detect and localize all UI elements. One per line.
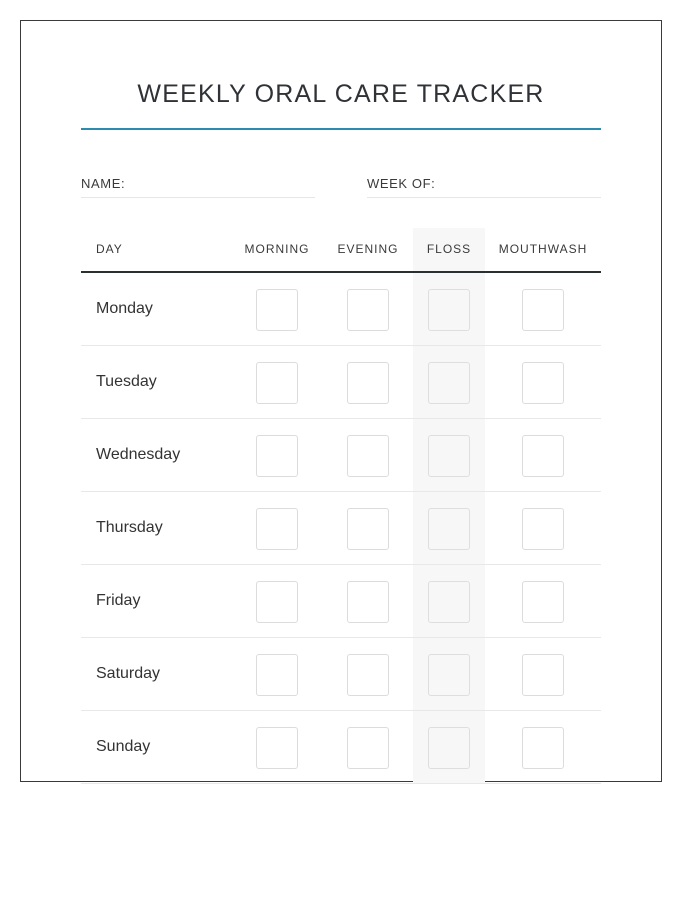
name-label: NAME: — [81, 176, 126, 191]
morning-checkbox[interactable] — [256, 435, 298, 477]
floss-checkbox[interactable] — [428, 362, 470, 404]
floss-checkbox[interactable] — [428, 289, 470, 331]
day-label: Saturday — [96, 665, 161, 682]
mouthwash-checkbox[interactable] — [522, 654, 564, 696]
column-header-evening: EVENING — [337, 242, 399, 256]
day-label: Tuesday — [96, 373, 157, 390]
day-label: Wednesday — [96, 446, 181, 463]
week-of-label: WEEK OF: — [367, 176, 436, 191]
column-header-floss: FLOSS — [426, 242, 472, 256]
table-row — [81, 492, 601, 565]
morning-checkbox[interactable] — [256, 727, 298, 769]
evening-checkbox[interactable] — [347, 289, 389, 331]
table-row — [81, 565, 601, 638]
morning-checkbox[interactable] — [256, 654, 298, 696]
day-label: Friday — [96, 592, 141, 609]
mouthwash-checkbox[interactable] — [522, 508, 564, 550]
floss-checkbox[interactable] — [428, 508, 470, 550]
day-label: Sunday — [96, 738, 151, 755]
evening-checkbox[interactable] — [347, 727, 389, 769]
evening-checkbox[interactable] — [347, 654, 389, 696]
morning-checkbox[interactable] — [256, 362, 298, 404]
evening-checkbox[interactable] — [347, 508, 389, 550]
week-of-field[interactable] — [367, 176, 601, 198]
column-header-mouthwash: MOUTHWASH — [498, 242, 588, 256]
mouthwash-checkbox[interactable] — [522, 727, 564, 769]
column-header-morning: MORNING — [244, 242, 310, 256]
floss-checkbox[interactable] — [428, 727, 470, 769]
title-underline — [81, 128, 601, 130]
table-row — [81, 419, 601, 492]
table-row — [81, 711, 601, 784]
day-label: Thursday — [96, 519, 163, 536]
table-header — [81, 228, 601, 273]
page-title: WEEKLY ORAL CARE TRACKER — [137, 80, 545, 108]
evening-checkbox[interactable] — [347, 581, 389, 623]
morning-checkbox[interactable] — [256, 508, 298, 550]
mouthwash-checkbox[interactable] — [522, 362, 564, 404]
floss-checkbox[interactable] — [428, 435, 470, 477]
day-label: Monday — [96, 300, 153, 317]
name-field[interactable] — [81, 176, 315, 198]
table-row — [81, 346, 601, 419]
tracker-rows — [81, 273, 601, 784]
floss-checkbox[interactable] — [428, 581, 470, 623]
mouthwash-checkbox[interactable] — [522, 581, 564, 623]
mouthwash-checkbox[interactable] — [522, 289, 564, 331]
floss-checkbox[interactable] — [428, 654, 470, 696]
mouthwash-checkbox[interactable] — [522, 435, 564, 477]
column-header-day: DAY — [96, 242, 123, 256]
morning-checkbox[interactable] — [256, 581, 298, 623]
evening-checkbox[interactable] — [347, 362, 389, 404]
table-row — [81, 273, 601, 346]
morning-checkbox[interactable] — [256, 289, 298, 331]
table-row — [81, 638, 601, 711]
evening-checkbox[interactable] — [347, 435, 389, 477]
